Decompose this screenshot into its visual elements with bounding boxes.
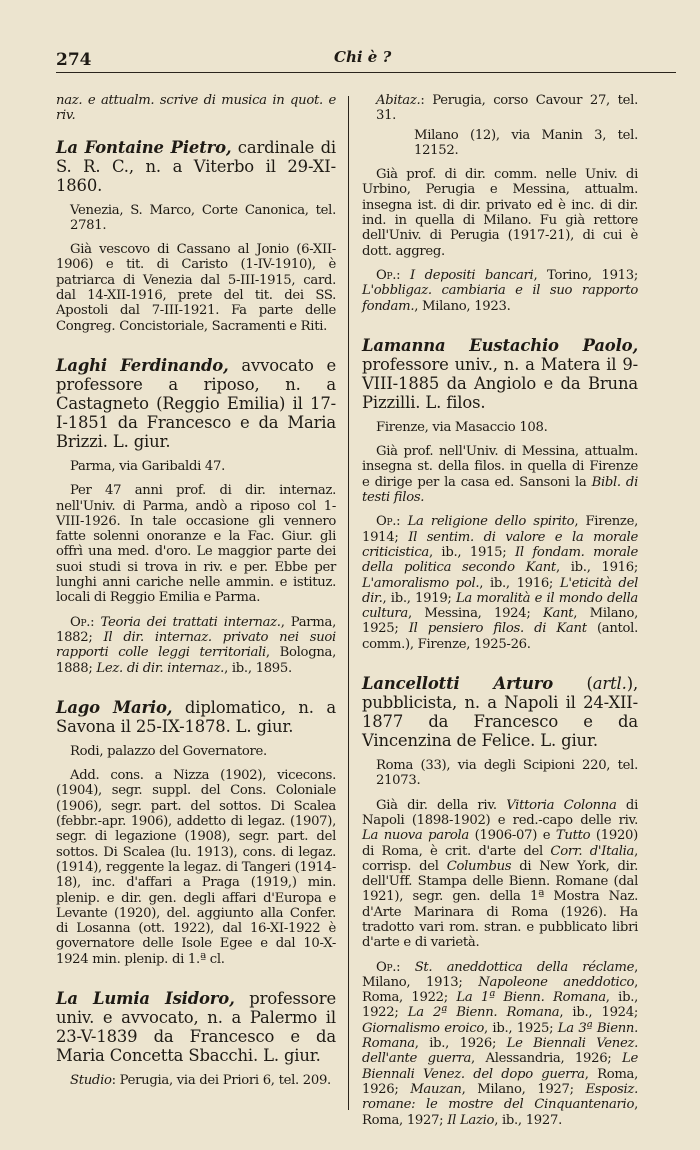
- entry-heading: [56, 138, 336, 195]
- entry-address: Firenze, via Masaccio 108.: [376, 419, 548, 435]
- entry-biography: Già prof. nell'Univ. di Messina, attualm. insegna st. della filos. in quella di Firenze e dirige per la casa ed. Sansoni la Bibl. di testi filos.: [362, 444, 638, 506]
- entry-lamanna: [362, 336, 638, 652]
- entry-name: La Lumia Isidoro,: [56, 988, 235, 1008]
- entry-heading: [362, 336, 638, 412]
- running-title: Chi è ?: [334, 48, 392, 66]
- entry-biography: Già dir. della riv. Vittoria Colonna di Napoli (1898-1902) e red.-capo delle riv. La nuova parola (1906-07) e Tutto (1920) di Roma, è crit. d'arte del Corr. d'Italia, corrisp. del Columbus di New York, dir. dell'Uff. Stampa delle Bienn. Romane (dal 1921), segr. gen. della 1ª Mostra Naz. d'Arte Marinara di Roma (1926). Ha tradotto vari rom. stran. e pubblicato libri d'arte e di varietà.: [362, 797, 639, 951]
- entry-description: avvocato e professore a riposo, n. a Castagneto (Reggio Emilia) il 17-I-1851 da Francesco e da Maria Brizzi. L. giur.: [56, 355, 336, 451]
- entry-name: Lamanna Eustachio Paolo,: [362, 335, 638, 355]
- header-rule: [56, 72, 676, 73]
- entry-carryover: [362, 93, 638, 314]
- entry-la-lumia: [56, 989, 336, 1088]
- entry-lago: [56, 698, 336, 967]
- entry-biography: Già prof. di dir. comm. nelle Univ. di Urbino, Perugia e Messina, attualm. insegna ist. di dir. privato ed è inc. di dir. ind. in quella di Milano. Fu già rettore dell'Univ. di Perugia (1917-21), di cui è dott. aggreg.: [362, 167, 638, 259]
- right-column: [362, 93, 638, 1150]
- entry-address: Abitaz.: Perugia, corso Cavour 27, tel. 31.: [376, 93, 638, 124]
- entry-works: Op.: St. aneddottica della réclame, Milano, 1913; Napoleone aneddotico, Roma, 1922; La 1ª Bienn. Romana, ib., 1922; La 2ª Bienn. Romana, ib., 1924; Giornalismo eroico, ib., 1925; La 3ª Bienn. Romana, ib., 1926; Le Biennali Venez. dell'ante guerra, Alessandria, 1926; Le Biennali Venez. del dopo guerra, Roma, 1926; Mauzan, Milano, 1927; Esposiz. romane: le mostre del Cinquantenario, Roma, 1927; Il Lazio, ib., 1927.: [362, 959, 638, 1128]
- entry-heading: [56, 989, 336, 1065]
- entry-la-fontaine: [56, 138, 336, 334]
- entry-description: professore univ., n. a Matera il 9-VIII-1885 da Angiolo e da Bruna Pizzilli. L. filos.: [362, 354, 638, 412]
- entry-description: professore univ. e avvocato, n. a Palermo il 23-V-1839 da Francesco e da Maria Concetta Sbacchi. L. giur.: [56, 988, 336, 1065]
- entry-works: Op.: I depositi bancari, Torino, 1913; L'obbligaz. cambiaria e il suo rapporto fondam., Milano, 1923.: [362, 267, 639, 314]
- entry-works: Op.: La religione dello spirito, Firenze, 1914; Il sentim. di valore e la morale criticistica, ib., 1915; Il fondam. morale della politica secondo Kant, ib., 1916; L'amoralismo pol., ib., 1916; L'eticità del dir., ib., 1919; La moralità e il mondo della cultura, Messina, 1924; Kant, Milano, 1925; Il pensiero filos. di Kant (antol. comm.), Firenze, 1925-26.: [362, 514, 638, 652]
- entry-name: Laghi Ferdinando,: [56, 355, 229, 375]
- entry-description: pubblicista, n. a Napoli il 24-XII-1877 da Francesco e da Vincenzina de Felice. L. giur.: [362, 693, 638, 751]
- entry-description: diplomatico, n. a Savona il 25-IX-1878. L. giur.: [56, 697, 336, 736]
- entry-address: Roma (33), via degli Scipioni 220, tel. 21073.: [376, 758, 638, 789]
- entry-pseudonym: artl.: [592, 674, 627, 694]
- entry-name: La Fontaine Pietro,: [56, 137, 232, 157]
- entry-works: Op.: Teoria dei trattati internaz., Parma, 1882; Il dir. internaz. privato nei suoi rapporti colle leggi territoriali, Bologna, 1888; Lez. di dir. internaz., ib., 1895.: [56, 614, 336, 676]
- page-number: 274: [56, 50, 92, 70]
- entry-name: Lago Mario,: [56, 697, 173, 717]
- entry-lancellotti: [362, 674, 638, 1128]
- entry-address: Venezia, S. Marco, Corte Canonica, tel. 2781.: [70, 202, 336, 233]
- entry-heading: Lancellotti Arturo (artl.), pubblicista, n. a Napoli il 24-XII-1877 da Francesco e da Vincenzina de Felice. L. giur.: [362, 674, 639, 751]
- entry-address: Rodi, palazzo del Governatore.: [70, 743, 267, 759]
- entry-heading: [56, 356, 336, 451]
- entry-address: Studio: Perugia, via dei Priori 6, tel. 209.: [70, 1072, 331, 1088]
- entry-biography: Già vescovo di Cassano al Jonio (6-XII-1906) e tit. di Caristo (1-IV-1910), è patriarca di Venezia dal 5-III-1915, card. dal 14-XII-1916, prete del tit. dei SS. Apostoli dal 7-III-1921. Fa parte delle Congreg. Concistoriale, Sacramenti e Riti.: [56, 242, 336, 334]
- entry-biography: Per 47 anni prof. di dir. internaz. nell'Univ. di Parma, andò a riposo col 1-VIII-1926. In tale occasione gli vennero fatte solenni onoranze e la Fac. Giur. gli offrì una med. d'oro. Le maggior parte dei suoi studi si trova in riv. e per. Ebbe per lunghi anni cariche nelle ammin. e istituz. locali di Reggio Emilia e Parma.: [56, 483, 336, 606]
- carryover-text: naz. e attualm. scrive di musica in quot. e riv.: [56, 93, 336, 124]
- left-column: [56, 93, 336, 1110]
- entry-description: cardinale di S. R. C., n. a Viterbo il 29-XI-1860.: [56, 137, 337, 195]
- entry-laghi: [56, 356, 336, 676]
- page-header: [56, 44, 676, 78]
- entry-address-secondary: Milano (12), via Manin 3, tel. 12152.: [414, 127, 638, 158]
- entry-name: Lancellotti Arturo: [362, 674, 554, 694]
- entry-biography: Add. cons. a Nizza (1902), vicecons. (1904), segr. suppl. del Cons. Coloniale (1906), segr. part. del sottos. Di Scalea (febbr.-apr. 1906), addetto di legaz. (1907), segr. di legazione (1908), segr. part. del sottos. Di Scalea (lu. 1913), cons. di legaz. (1914), reggente la legaz. di Tangeri (1914-18), inc. d'affari a Praga (1919,) min. plenip. e dir. gen. degli affari d'Europa e Levante (1920), del. aggiunto alla Confer. di Losanna (ott. 1922), dal 16-XI-1922 è governatore delle Isole Egee e dal 10-X-1924 min. plenip. di 1.ª cl.: [56, 768, 336, 967]
- entry-heading: [56, 698, 336, 736]
- entry-address: Parma, via Garibaldi 47.: [70, 458, 225, 474]
- column-divider: [348, 96, 349, 1110]
